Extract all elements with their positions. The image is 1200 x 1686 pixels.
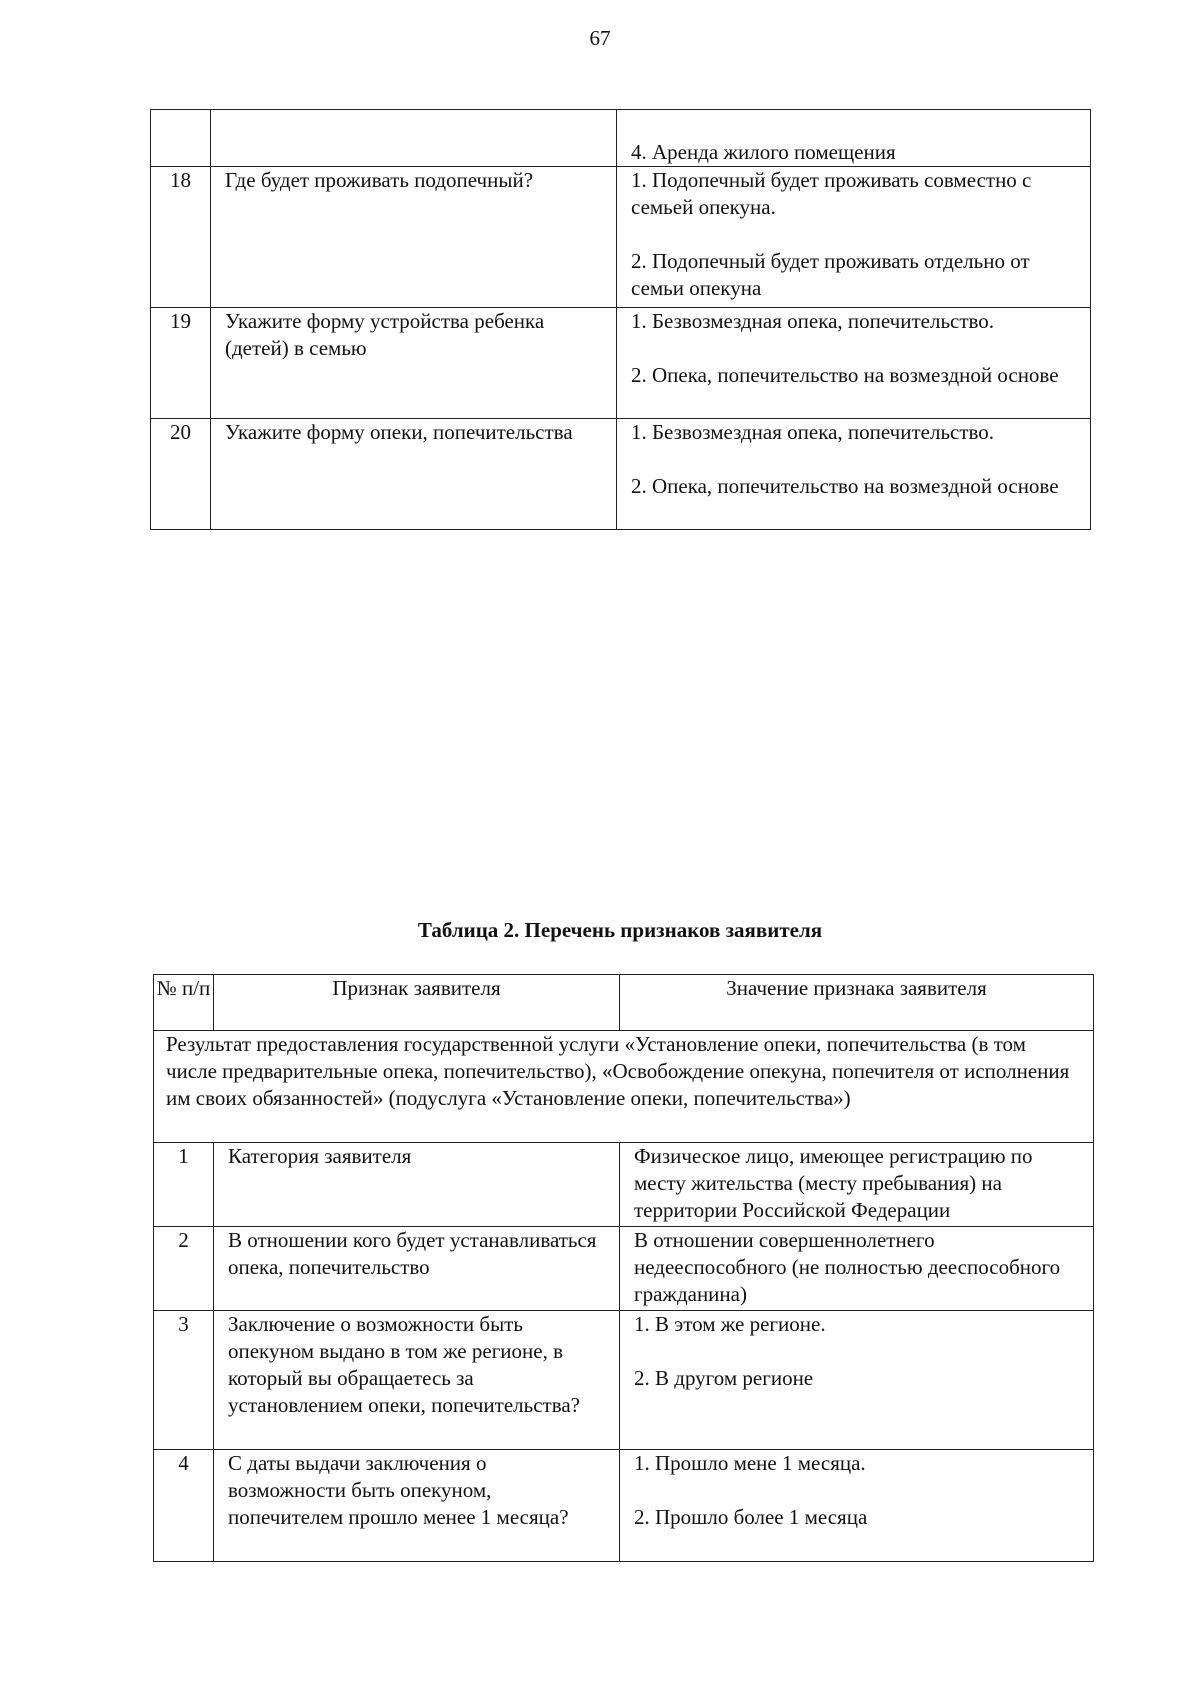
value-option: В отношении совершеннолетнего недееспособного (не полностью дееспособного гражданина) bbox=[634, 1228, 1061, 1306]
row-number: 20 bbox=[151, 419, 211, 530]
value-option: 2. Прошло более 1 месяца bbox=[634, 1505, 868, 1529]
table-row bbox=[154, 1227, 1094, 1311]
table-row bbox=[154, 1311, 1094, 1450]
table-row bbox=[151, 110, 1091, 167]
row-number: 1 bbox=[154, 1143, 214, 1227]
section-title: Результат предоставления государственной услуги «Установление опеки, попечительства (в том числе предварительные опека, попечительство), «Освобождение опекуна, попечителя от исполнения им своих обязанностей» (подуслуга «Установление опеки, попечительства») bbox=[154, 1031, 1094, 1143]
answer-option: 2. Опека, попечительство на возмездной основе bbox=[631, 474, 1059, 498]
header-number: № п/п bbox=[154, 975, 214, 1031]
answer-option: 1. Безвозмездная опека, попечительство. bbox=[631, 309, 995, 333]
feature-cell: Категория заявителя bbox=[214, 1143, 620, 1227]
row-number: 19 bbox=[151, 308, 211, 419]
value-cell bbox=[620, 1450, 1094, 1562]
row-number bbox=[151, 110, 211, 167]
value-cell bbox=[620, 1143, 1094, 1227]
question-cell: Где будет проживать подопечный? bbox=[211, 167, 617, 308]
table-row bbox=[151, 419, 1091, 530]
options-table-continued bbox=[150, 109, 1091, 530]
answers-cell bbox=[617, 167, 1091, 308]
question-cell: Укажите форму опеки, попечительства bbox=[211, 419, 617, 530]
answer-option: 2. Подопечный будет проживать отдельно от семьи опекуна bbox=[631, 249, 1030, 300]
question-cell bbox=[211, 110, 617, 167]
row-number: 18 bbox=[151, 167, 211, 308]
question-cell: Укажите форму устройства ребенка (детей) в семью bbox=[211, 308, 617, 419]
table-row bbox=[154, 1143, 1094, 1227]
value-option: 1. В этом же регионе. bbox=[634, 1312, 826, 1336]
table-header-row bbox=[154, 975, 1094, 1031]
answers-cell bbox=[617, 419, 1091, 530]
answer-option: 1. Безвозмездная опека, попечительство. bbox=[631, 420, 995, 444]
table-row bbox=[151, 167, 1091, 308]
row-number: 3 bbox=[154, 1311, 214, 1450]
table-caption: Таблица 2. Перечень признаков заявителя bbox=[417, 918, 823, 942]
answers-cell bbox=[617, 110, 1091, 167]
feature-cell: В отношении кого будет устанавливаться опека, попечительство bbox=[214, 1227, 620, 1311]
header-value: Значение признака заявителя bbox=[620, 975, 1094, 1031]
row-number: 4 bbox=[154, 1450, 214, 1562]
applicant-features-table bbox=[153, 974, 1094, 1562]
answer-option: 2. Опека, попечительство на возмездной основе bbox=[631, 363, 1059, 387]
page-number: 67 bbox=[589, 26, 611, 50]
feature-cell: Заключение о возможности быть опекуном выдано в том же регионе, в который вы обращаетесь за установлением опеки, попечительства? bbox=[214, 1311, 620, 1450]
value-option: 2. В другом регионе bbox=[634, 1366, 814, 1390]
table-row bbox=[151, 308, 1091, 419]
section-row bbox=[154, 1031, 1094, 1143]
feature-cell: С даты выдачи заключения о возможности быть опекуном, попечителем прошло менее 1 месяца? bbox=[214, 1450, 620, 1562]
answer-option: 1. Подопечный будет проживать совместно с семьей опекуна. bbox=[631, 168, 1032, 219]
header-feature: Признак заявителя bbox=[214, 975, 620, 1031]
row-number: 2 bbox=[154, 1227, 214, 1311]
value-cell bbox=[620, 1311, 1094, 1450]
table-row bbox=[154, 1450, 1094, 1562]
value-cell bbox=[620, 1227, 1094, 1311]
answer-option: 4. Аренда жилого помещения bbox=[631, 140, 896, 164]
value-option: Физическое лицо, имеющее регистрацию по месту жительства (месту пребывания) на территории Российской Федерации bbox=[634, 1144, 1033, 1222]
answers-cell bbox=[617, 308, 1091, 419]
value-option: 1. Прошло мене 1 месяца. bbox=[634, 1451, 866, 1475]
